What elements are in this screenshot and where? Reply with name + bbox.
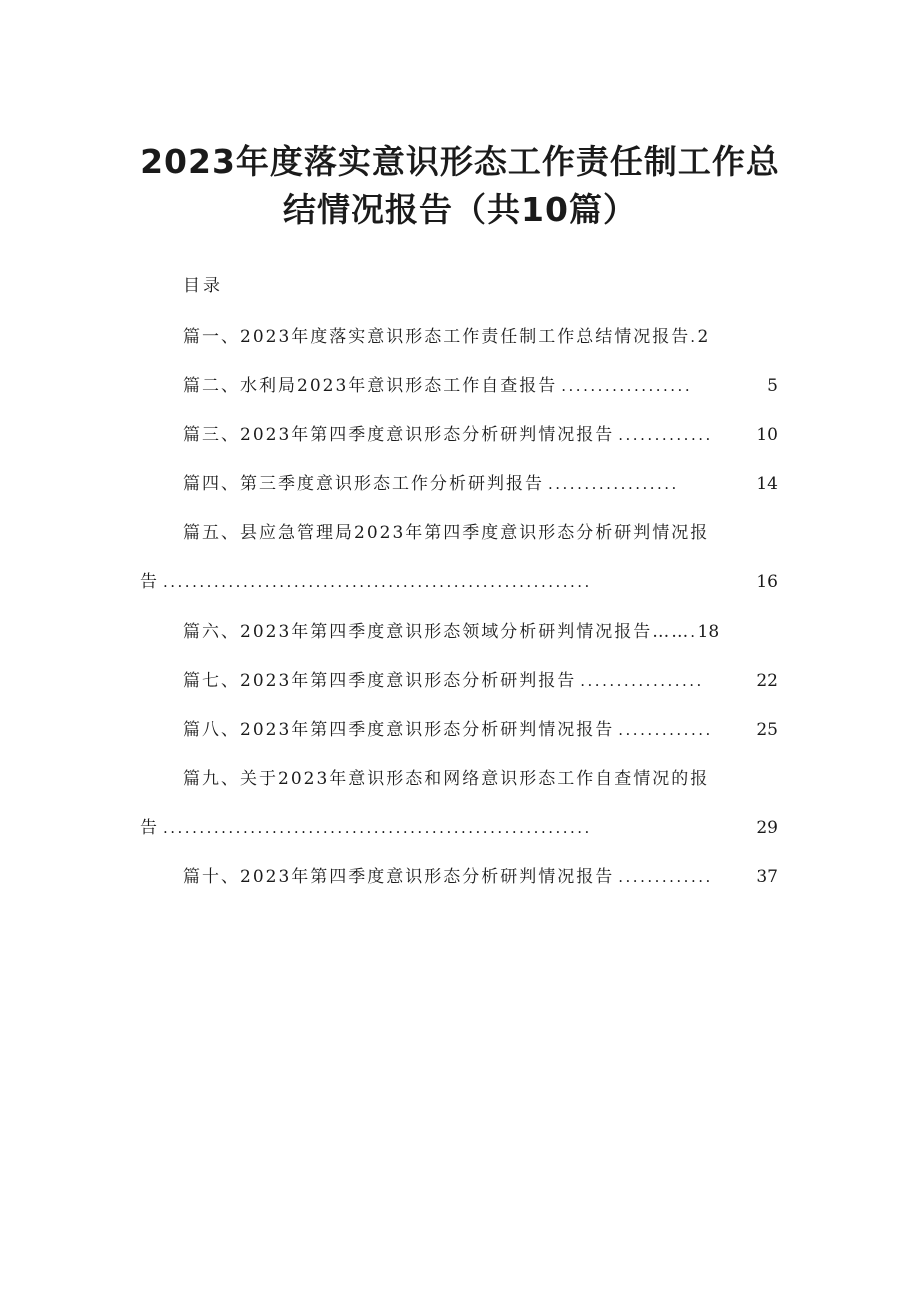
toc-leader-dots: . — [690, 328, 698, 346]
toc-entry-7[interactable] — [183, 666, 778, 692]
toc-entry-1[interactable] — [183, 322, 778, 348]
toc-entry-label: 篇三、2023年第四季度意识形态分析研判情况报告 — [183, 425, 615, 445]
toc-entry-label: 篇九、关于2023年意识形态和网络意识形态工作自查情况的报 — [183, 769, 710, 789]
toc-entry-label: 篇七、2023年第四季度意识形态分析研判报告 — [183, 671, 577, 691]
toc-leader-dots: ............. — [618, 426, 713, 444]
toc-entry-10[interactable] — [183, 862, 778, 888]
toc-leader-dots: ................. — [580, 672, 704, 690]
toc-entry-2[interactable] — [183, 371, 778, 397]
toc-leader-dots: ............. — [618, 868, 713, 886]
toc-leader-dots: ........................................................... — [163, 819, 592, 837]
toc-leader-dots: .................. — [548, 475, 679, 493]
document-title-line-1: 2023年度落实意识形态工作责任制工作总 — [140, 142, 780, 181]
toc-leader-dots: ........................................................... — [163, 573, 592, 591]
toc-entry-9[interactable] — [183, 764, 783, 790]
toc-entry-label: 篇五、县应急管理局2023年第四季度意识形态分析研判情况报 — [183, 523, 710, 543]
toc-entry-9-continued[interactable] — [140, 813, 778, 839]
toc-entry-3[interactable] — [183, 420, 778, 446]
toc-page-number: 22 — [756, 671, 778, 691]
toc-page-number: 2 — [697, 327, 709, 347]
toc-entry-label-continued: 告 — [140, 572, 159, 592]
toc-page-number: 37 — [756, 867, 778, 887]
toc-entry-label: 篇八、2023年第四季度意识形态分析研判情况报告 — [183, 720, 615, 740]
toc-page-number: 18 — [697, 622, 720, 642]
toc-entry-label: 篇十、2023年第四季度意识形态分析研判情况报告 — [183, 867, 615, 887]
toc-page-number: 14 — [756, 474, 778, 494]
toc-entry-4[interactable] — [183, 469, 778, 495]
toc-page-number: 25 — [756, 720, 778, 740]
toc-page-number: 16 — [756, 572, 778, 592]
toc-entry-label: 篇六、2023年第四季度意识形态领域分析研判情况报告…… — [183, 622, 691, 642]
toc-page-number: 5 — [767, 376, 778, 396]
toc-entry-label: 篇四、第三季度意识形态工作分析研判报告 — [183, 474, 544, 494]
toc-entry-6[interactable] — [183, 617, 778, 643]
toc-leader-dots: .................. — [561, 377, 693, 395]
toc-page-number: 10 — [756, 425, 778, 445]
toc-entry-label-continued: 告 — [140, 818, 159, 838]
toc-entry-label: 篇一、2023年度落实意识形态工作责任制工作总结情况报告 — [183, 327, 691, 347]
toc-entry-8[interactable] — [183, 715, 778, 741]
toc-entry-5[interactable] — [183, 518, 783, 544]
toc-heading: 目录 — [183, 276, 223, 296]
toc-page-number: 29 — [756, 818, 778, 838]
toc-leader-dots: . — [690, 623, 698, 641]
toc-entry-label: 篇二、水利局2023年意识形态工作自查报告 — [183, 376, 558, 396]
document-title-line-2: 结情况报告（共10篇） — [283, 190, 637, 229]
toc-leader-dots: ............. — [618, 721, 713, 739]
toc-entry-5-continued[interactable] — [140, 567, 778, 593]
